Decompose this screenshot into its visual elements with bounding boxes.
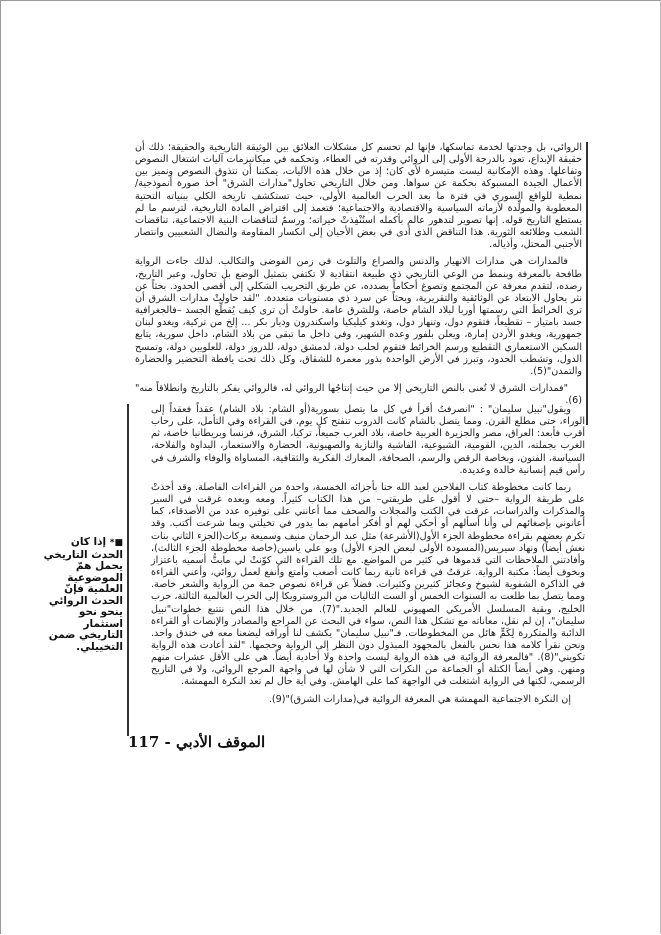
page-footer [128, 733, 265, 751]
magazine-name: الموقف الأدبي [176, 733, 266, 751]
paragraph: إن النكرة الاجتماعية المهمشة هي المعرفة الروائية في(مدارات الشرق)"(9). [268, 693, 571, 705]
footer-separator: - [164, 733, 171, 751]
pull-quote [38, 537, 123, 653]
quote-paragraph: "فمدارات الشرق لا تُعنى بالنص التاريخي إلا من حيث إنتاجُها الروائي له، فالروائي يفكر بالتاريخ وانطلاقاً منه"(6). [135, 382, 582, 407]
paragraph: ربما كانت مخطوطة كتاب الفلاحين لعبد الله حنا بأجزائه الخمسة، واحدة من القراءات الفاصلة. وقد أخذتْ على طريقة الرواية –حتى لا أقول على طريقتي– من هذا الكتاب كثيراً. ومعه وبعده غرقت في السير والمذكرات والدراسات، غرقت في الكتب والمجلات والصحف مما أعانني على توفيره عدد من الأصدقاء، كما أعانوني بإصغائهم لي وأنا أسألهم أو أحكي لهم أو أفكر أمامهم بما يدور في تخيلتي وبما شرعت أكتب. وقد تكرم بعضهم بقراءة مخطوطة الجزء الأول(الأشرعة) مثل عبد الرحمان منيف وسميعة بركات(الجزء الثاني بنات نعش أيضاً) ونهاد سيريس(المسودة الأولى لبعض الجزء الأول) وبو علي ياسين(خاصة مخطوطة الجزء الثالث)، وأفادتني الملاحظات التي قدموها في كثير من المواضع. مع تلك القراءة التي كوّنتْ لي مابتُّ أسميه باعتزاز وبخوف أيضاً: مكتبة الرواية. غرقتُ في قراءة ثانية ربما كانت أصعب وأمتع وأنفع لعمل روائي، وأعني القراءة في الذاكرة الشفوية لشيوخ وعجائز كثيرين وكثيرات. فضلاً عن قراءة نصوص جمة من الرواية والشعر خاصة. ومما يتصل بما طلعت به السنوات الخمس أو الست التاليات من البروسترويكا إلى الحرب العالمية الثالثة، حرب الخليج، وبقية المسلسل الأمريكي الصهيوني للعالم الجديد."(7). من خلال هذا النص نتتبع خطوات"نبيل سليمان"، إن لم نقل، معاناته مع تشكل هذا النص، سواء في البحث عن المراجع والمصادر والإنصات أو القراءة الدائبة والمتكررة لِكَمٍّ هائل من المخطوطات. فـ"نبيل سليمان" يكشف لنا أوراقه ليضعنا معه في خندق واحد. ونحن نقرأ كلامه هذا نحس بالفعل بالمجهود المبذول دون النظر إلى الرواية وحجمها. "لقد أعادت هذه الرواية تكويني"(8). "فالمعرفة الروائية في هذه الرواية ليست واحدة ولا أحادية أيضاً. هي على الأقل عشرات منهم ومنهن. وهي أيضاً الكتلة أو الجماعة من النكرات التي لا شأن لها في واجهة المرجع الروائي، ولا في التاريخ الرسمي، لكنها في الرواية اشتغلت في الواجهة كما على الهامش. وفي أية حال لم تعد النكرة المهمشة. [151, 481, 585, 688]
paragraph: ويقول"نبيل سليمان" : "انصرفتُ أقرأ في كل ما يتصل بسورية(أو الشام: بلاد الشام) عقداً فعقداً إلى الوراء، حتى مطلع القرن. ومما يتصل بالشام كانت الدروب تنفتح كل يوم، في القراءة وفي التأمل، على رحاب أقرب فأبعد: العراق، مصر والجزيرة العربية خاصة، بلاد العرب جميعاً، تركيا، الشرق، فرنسا وبريطانيا خاصة، ثم الغرب بجملته، الدين، القومية، الشيوعية، الفاشية والنازية والصهيونية، الحضارة والاستعمار، البداوة والفلاحة، السياسة، الفنون، وبخاصة الرقص والرسم، الصحافة، المعارك الفكرية والثقافية، المساواة والوفاء والشرف في رأس قيم إنسانية خالدة وعديدة. [151, 404, 585, 476]
square-bullet-icon: ■* [109, 538, 123, 548]
article-top-section [135, 142, 588, 425]
page-number: 117 [128, 733, 160, 751]
pull-quote-text: إذا كان الحدث التاريخي يحمل همّ الموضوعية العلمية فإنّ الحدث الروائي ينحو نحو استثمار التاريخي ضمن التخييلي. [43, 536, 123, 653]
paragraph: الروائي، بل وجدتها لخدمة تماسكها، فإنها لم تحسم كل مشكلات العلائق بين الوثيقة التاريخية والحقيقة؛ ذلك أن حقيقة الإبداع، تعود بالدرجة الأولى إلى الروائي وقدرته في العطاء، وتحكمه في ميكانيزمات آليات اشتغال النصوص وتفاعلها. وهذه الإمكانية ليست متيسرة لأي كان؛ إذ من خلال هذه الآليات، يمكننا أن نتذوق النصوص ونميز بين الأعمال الجيدة المسبوكة بحكمة عن سواها. ومن خلال التاريخي تحاول"مدارات الشرق" أخذ صورة أنموذجية/ نمطية للواقع السوري في فترة ما بعد الحرب العالمية الأولى، حيث تستكشف تاريخه الكلي ببنياته التحتية المعطوبة والمولِّدة لأزماته السياسية والاقتصادية والاجتماعية؛ فتعمد إلى اقتراض المادة التاريخية، لترسم ما لم يستطع التاريخ قوله. إنها تصوير لتدهور عالم بأكمله استُنْفِذتْ خيراته؛ ورسمٌ لتناقضات البنية الاجتماعية، تناقضات الشعب وطلائعه الثورية. هذا التناقض الذي أدى في بعض الأحيان إلى انكسار المقاومة والنضال الشعبيين وانتصار الأجنبي المحتل، وأذياله. [135, 142, 582, 251]
paragraph: فالمدارات هي مدارات الانهيار والدنس والصراع والتلوث في زمن الفوضى والتكالب. لذلك جاءت الرواية طافحة بالمعرفة وبنمط من الوعي التاريخي ذي طبيعة انتقادية لا تكتفي بتمثيل الوضع بل تحاول، وعبر التاريخ، رصده، لتقدم معرفة عن المجتمع وتصوغ أحكاماً بصدده، عن طريق التجريب الشكلي إلى أقصى الحدود. بحثاً عن نثر يحاول الابتعاد عن الوثائقية والتقريرية، وبحثاً عن سرد ذي مستويات متعددة. "لقد حاولتْ مدارات الشرق أن ترى الخرائطَ التي رسمتها أوربا لبلاد الشام خاصة، وللشرق عامة. حاولتْ أن ترى كيف يُقطِّع الجسد –فالجغرافية جسد بامتياز – تقطيعاً، فتقوم دول، وتنهار دول، وتغدو كيليكيا واسكندرون وديار بكر ... إلخ من تركية، ويغدو لبنان جمهورية، ويغدو الأردن إمارة، ويعلن بلفور وعده الشهير، وفي داخل ما تبقى من بلاد الشام، داخل سورية، يتابع السكين الاستعماري التقطيع ورسم الخرائط فتقوم لحلب دولة، لدمشق دولة، للدروز دولة، للعلويين دولة، وتمسح الدول، وتشطب الحدود، وتبرز في الأرض الواحدة بذور معمرة للشقاق، وكل ذلك تحت يافطة التحضير والحضارة والتمدن"(5). [135, 256, 582, 377]
article-bottom-section [127, 404, 585, 736]
